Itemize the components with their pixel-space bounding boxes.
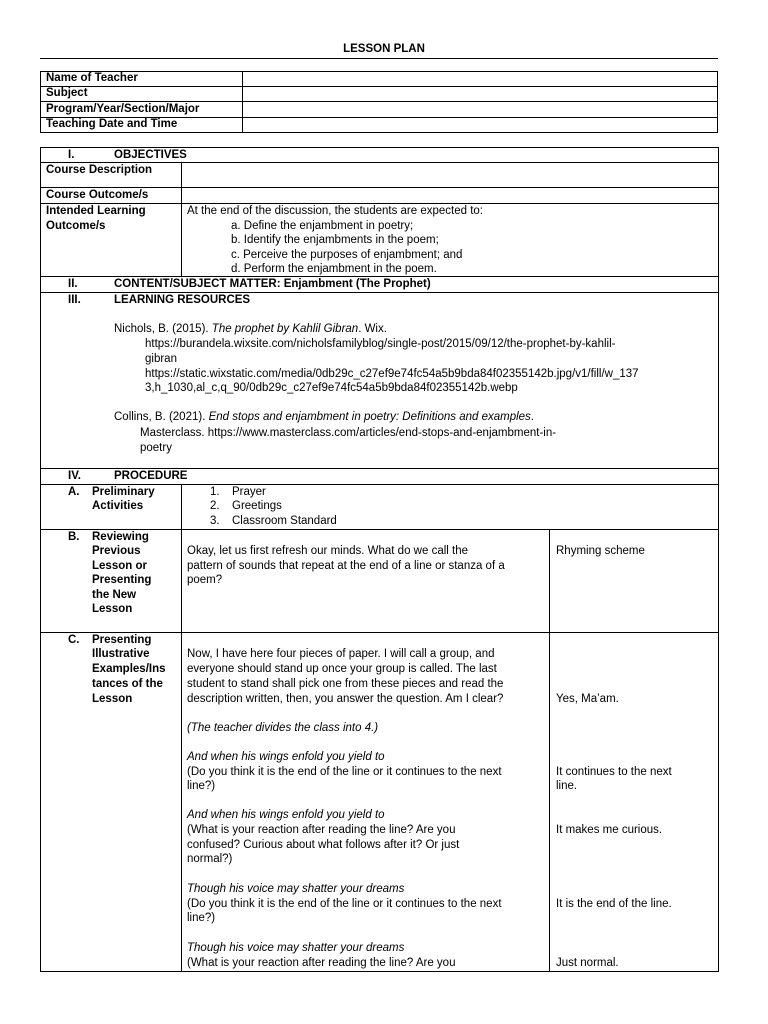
teacher-question: line?): [187, 912, 216, 924]
procedure-number: IV.: [68, 470, 82, 482]
teacher-question: (Do you think it is the end of the line or it continues to the next: [187, 898, 502, 910]
reference-2-url: Masterclass. https://www.masterclass.com/articles/end-stops-and-enjambment-in-: [140, 427, 557, 439]
student-response: It makes me curious.: [556, 824, 663, 836]
reference-1-url: 3,h_1030,al_c,q_90/0db29c_c27ef9e74fc54a5b9bda84f02355142b.webp: [145, 382, 518, 394]
student-response: line.: [556, 780, 578, 792]
procedure-c-label: Presenting: [92, 634, 152, 646]
info-label-teacher: Name of Teacher: [46, 72, 138, 84]
procedure-c-label: Examples/Ins: [92, 663, 166, 675]
ilo-item: a. Define the enjambment in poetry;: [231, 220, 414, 232]
ilo-item: b. Identify the enjambments in the poem;: [231, 234, 439, 246]
title-rule: [40, 58, 718, 59]
procedure-b-letter: B.: [68, 531, 80, 543]
reference-1-url: https://burandela.wixsite.com/nicholsfamilyblog/single-post/2015/09/12/the-prophet-by-kahlil-: [145, 338, 616, 350]
activity-number: 2.: [210, 500, 220, 512]
resources-number: III.: [68, 294, 81, 306]
content-heading: CONTENT/SUBJECT MATTER: Enjambment (The Prophet): [114, 278, 431, 290]
resources-heading: LEARNING RESOURCES: [114, 294, 251, 306]
activity-item: Prayer: [232, 486, 266, 498]
student-response: Yes, Ma’am.: [556, 693, 619, 705]
procedure-b-label: the New: [92, 589, 137, 601]
activity-item: Greetings: [232, 500, 282, 512]
info-label-subject: Subject: [46, 87, 88, 99]
teacher-question: normal?): [187, 853, 233, 865]
reference-1: Nichols, B. (2015). The prophet by Kahlil Gibran. Wix.: [114, 323, 387, 335]
page-title: LESSON PLAN: [343, 43, 425, 55]
student-response: Rhyming scheme: [556, 545, 645, 557]
procedure-b-label: Lesson or: [92, 560, 147, 572]
reference-2: Collins, B. (2021). End stops and enjambment in poetry: Definitions and examples.: [114, 411, 534, 423]
ilo-item: d. Perform the enjambment in the poem.: [231, 263, 437, 275]
content-number: II.: [68, 278, 78, 290]
objectives-divider: [181, 162, 182, 276]
reference-1-url: https://static.wixstatic.com/media/0db29c_c27ef9e74fc54a5b9bda84f02355142b.jpg/v1/fill/w_137: [145, 368, 639, 380]
teacher-line: student to stand shall pick one from these pieces and read the: [187, 678, 504, 690]
ilo-intro: At the end of the discussion, the students are expected to:: [187, 205, 483, 217]
info-label-date: Teaching Date and Time: [46, 118, 178, 130]
procedure-a-letter: A.: [68, 486, 80, 498]
teacher-question: (Do you think it is the end of the line or it continues to the next: [187, 766, 502, 778]
teacher-question: (What is your reaction after reading the line? Are you: [187, 957, 456, 969]
procedure-a-label: Preliminary: [92, 486, 155, 498]
course-description-label: Course Description: [46, 164, 153, 176]
teacher-question: confused? Curious about what follows after it? Or just: [187, 839, 460, 851]
procedure-b-label: Lesson: [92, 603, 133, 615]
poem-line: Though his voice may shatter your dreams: [187, 942, 405, 954]
teacher-question: line?): [187, 780, 216, 792]
procedure-heading: PROCEDURE: [114, 470, 188, 482]
procedure-a-label: Activities: [92, 500, 144, 512]
teacher-question: (What is your reaction after reading the line? Are you: [187, 824, 456, 836]
teacher-line: everyone should stand up once your group is called. The last: [187, 663, 497, 675]
procedure-b-label: Reviewing: [92, 531, 149, 543]
ilo-label: Intended Learning: [46, 205, 146, 217]
objectives-number: I.: [68, 149, 75, 161]
activity-number: 1.: [210, 486, 220, 498]
teacher-line: description written, then, you answer the question. Am I clear?: [187, 693, 504, 705]
ilo-label: Outcome/s: [46, 220, 106, 232]
response-divider: [549, 529, 550, 972]
procedure-c-label: Lesson: [92, 693, 133, 705]
ilo-item: c. Perceive the purposes of enjambment; and: [231, 249, 463, 261]
info-label-program: Program/Year/Section/Major: [46, 103, 200, 115]
teacher-line: pattern of sounds that repeat at the end of a line or stanza of a: [187, 560, 505, 572]
student-response: It is the end of the line.: [556, 898, 672, 910]
procedure-c-label: Illustrative: [92, 648, 150, 660]
info-divider: [242, 71, 243, 133]
activity-item: Classroom Standard: [232, 515, 337, 527]
course-outcome-label: Course Outcome/s: [46, 189, 149, 201]
activity-number: 3.: [210, 515, 220, 527]
reference-2-url: poetry: [140, 442, 172, 454]
info-row-line: [40, 86, 718, 87]
student-response: It continues to the next: [556, 766, 672, 778]
objectives-heading: OBJECTIVES: [114, 149, 187, 161]
reference-1-url: gibran: [145, 353, 177, 365]
procedure-divider: [181, 484, 182, 972]
teacher-line: poem?: [187, 574, 223, 586]
poem-line: Though his voice may shatter your dreams: [187, 883, 405, 895]
teacher-line: Okay, let us first refresh our minds. What do we call the: [187, 545, 469, 557]
student-response: Just normal.: [556, 957, 619, 969]
teacher-line: Now, I have here four pieces of paper. I will call a group, and: [187, 648, 495, 660]
poem-line: And when his wings enfold you yield to: [187, 809, 385, 821]
procedure-c-label: tances of the: [92, 678, 163, 690]
poem-line: And when his wings enfold you yield to: [187, 751, 385, 763]
procedure-b-label: Presenting: [92, 574, 152, 586]
procedure-b-label: Previous: [92, 545, 141, 557]
teacher-note: (The teacher divides the class into 4.): [187, 722, 379, 734]
procedure-c-letter: C.: [68, 634, 80, 646]
